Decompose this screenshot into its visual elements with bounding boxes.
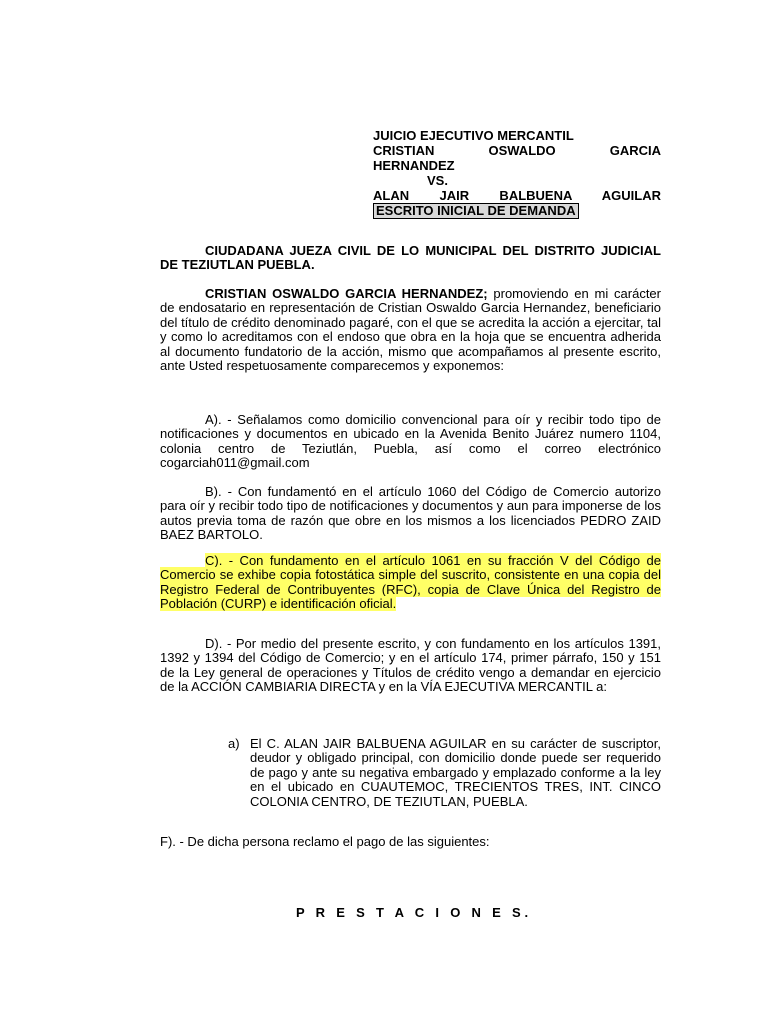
highlighted-text: C). - Con fundamento en el artículo 1061 en su fracción V del Código de Comercio se exhibe copia fotostática simple del suscrito, consistente en una copia del Registro Federal de Contribuyentes (RFC), copia de Clave Única del Registro de Población (CURP) e identificación oficial. [160,553,661,612]
intro-text: promoviendo en mi carácter de endosatario en representación de Cristian Oswaldo Garcia Hernandez, beneficiario del título de crédito denominado pagaré, con el que se acredita la acción a ejercitar, tal y como lo acreditamos con el endoso que obra en la hoja que se encuentra adherida al documento fundatorio de la acción, mismo que acompañamos al presente escrito, ante Usted respetuosamente comparecemos y exponemos: [160,286,661,374]
list-marker: a) [228,736,240,751]
paragraph-a: A). - Señalamos como domicilio convencional para oír y recibir todo tipo de notificaciones y documentos en ubicado en la Avenida Benito Juárez numero 1104, colonia centro de Teziutlán, Puebla, así como el correo electrónico cogarciah011@gmail.com [160,412,661,471]
section-heading: P R E S T A C I O N E S. [296,905,532,920]
defendant-name: ALAN JAIR BALBUENA AGUILAR [373,188,661,203]
list-item [228,737,661,809]
case-caption [373,128,661,219]
paragraph-c [160,554,661,612]
paragraph-b: B). - Con fundamentó en el artículo 1060 del Código de Comercio autorizo para oír y recibir todo tipo de notificaciones y documentos y aun para imponerse de los autos previa toma de razón que obre en los mismos a los licenciados PEDRO ZAID BAEZ BARTOLO. [160,484,661,543]
document-title: ESCRITO INICIAL DE DEMANDA [373,203,579,219]
case-type: JUICIO EJECUTIVO MERCANTIL [373,128,574,143]
promoter-name: CRISTIAN OSWALDO GARCIA HERNANDEZ; [205,286,488,301]
addressee: CIUDADANA JUEZA CIVIL DE LO MUNICIPAL DEL DISTRITO JUDICIAL DE TEZIUTLAN PUEBLA. [160,243,661,273]
plaintiff-name: CRISTIAN OSWALDO GARCIA [373,143,661,158]
paragraph-d: D). - Por medio del presente escrito, y con fundamento en los artículos 1391, 1392 y 1394 del Código de Comercio; y en el artículo 174, primer párrafo, 150 y 151 de la Ley general de operaciones y Títulos de crédito vengo a demandar en ejercicio de la ACCIÓN CAMBIARIA DIRECTA y en la VÍA EJECUTIVA MERCANTIL a: [160,636,661,695]
paragraph-f: F). - De dicha persona reclamo el pago de las siguientes: [160,834,490,849]
plaintiff-surname: HERNANDEZ [373,158,455,173]
versus: VS. [427,173,448,188]
intro-paragraph [160,287,661,373]
list-item-text: El C. ALAN JAIR BALBUENA AGUILAR en su carácter de suscriptor, deudor y obligado principal, con domicilio donde puede ser requerido de pago y ante su negativa embargado y emplazado conforme a la ley en el ubicado en CUAUTEMOC, TRECIENTOS TRES, INT. CINCO COLONIA CENTRO, DE TEZIUTLAN, PUEBLA. [250,736,661,809]
